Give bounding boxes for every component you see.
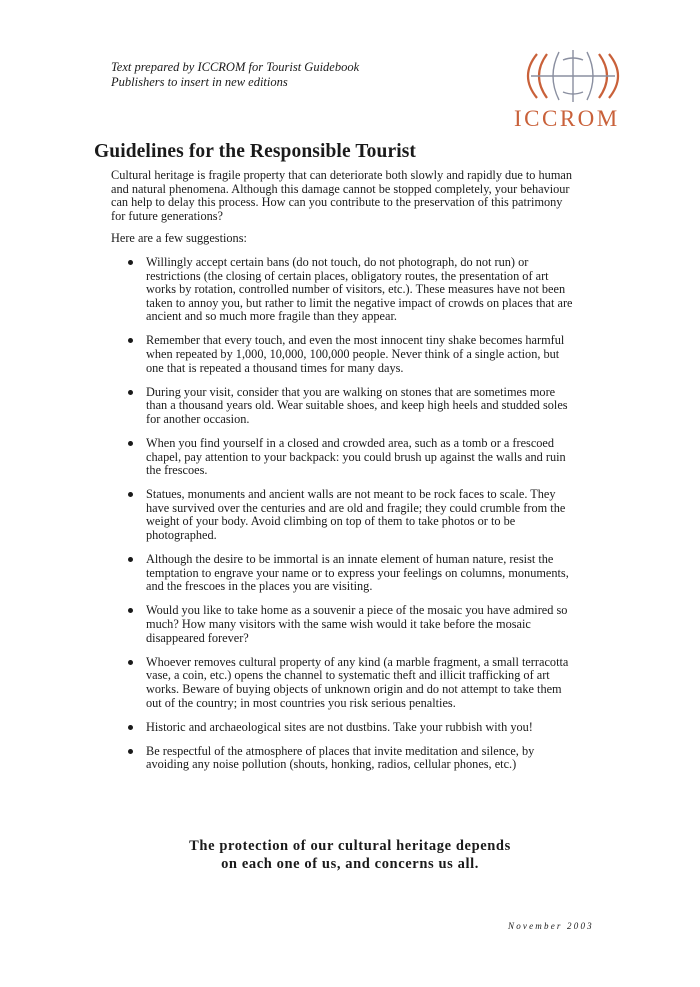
list-item [111, 334, 576, 375]
bullet-icon [128, 660, 133, 665]
list-item [111, 386, 576, 427]
list-item [111, 604, 576, 645]
bullet-icon [128, 492, 133, 497]
list-item [111, 488, 576, 542]
closing-line-1: The protection of our cultural heritage depends [189, 838, 511, 854]
iccrom-logo [510, 48, 635, 133]
list-item-text: Historic and archaeological sites are not dustbins. Take your rubbish with you! [146, 719, 533, 734]
bullet-icon [128, 725, 133, 730]
bullet-icon [128, 441, 133, 446]
document-date: November 2003 [508, 921, 594, 931]
list-item-text: Would you like to take home as a souvenir a piece of the mosaic you have admired so much? How many visitors with the same wish would it take before the mosaic disappeared forever? [146, 603, 568, 645]
logo-wordmark: ICCROM [514, 106, 620, 131]
closing-statement [0, 837, 700, 873]
list-item-text: Remember that every touch, and even the most innocent tiny shake becomes harmful when repeated by 1,000, 10,000, 100,000 people. Never think of a single action, but one that is repeated a thousand times for many days. [146, 333, 565, 375]
list-item [111, 553, 576, 594]
page-title: Guidelines for the Responsible Tourist [94, 141, 416, 162]
bullet-icon [128, 749, 133, 754]
list-item-text: When you find yourself in a closed and crowded area, such as a tomb or a frescoed chapel, pay attention to your backpack: you could brush up against the walls and ruin the frescoes. [146, 436, 566, 478]
list-item-text: Willingly accept certain bans (do not touch, do not photograph, do not run) or restrictions (the closing of certain places, obligatory routes, the presentation of art works by rotation, controlled number of visitors, etc.). These measures have not been taken to annoy you, but rather to limit the negative impact of crowds on places that are ancient and so much more fragile than they appear. [146, 254, 573, 324]
list-item-text: Whoever removes cultural property of any kind (a marble fragment, a small terracotta vase, a coin, etc.) opens the channel to systematic theft and illicit trafficking of art works. Beware of buying objects of unknown origin and do not attempt to take them out of the country; in most countries you risk serious penalties. [146, 654, 569, 710]
list-item-text: During your visit, consider that you are walking on stones that are sometimes more than a thousand years old. Wear suitable shoes, and keep high heels and studded soles for another occasion. [146, 384, 568, 426]
list-item-text: Be respectful of the atmosphere of places that invite meditation and silence, by avoiding any noise pollution (shouts, honking, radios, cellular phones, etc.) [146, 743, 535, 772]
list-item-text: Although the desire to be immortal is an innate element of human nature, resist the temptation to engrave your name or to express your feelings on columns, monuments, and the frescoes in the places you are visiting. [146, 552, 569, 594]
suggestions-lead: Here are a few suggestions: [111, 231, 247, 246]
intro-paragraph: Cultural heritage is fragile property that can deteriorate both slowly and rapidly due to human and natural phenomena. Although this damage cannot be stopped completely, your behaviour can help to delay this process. How can you contribute to the preservation of this patrimony for future generations? [111, 168, 572, 223]
header-note-line-1: Text prepared by ICCROM for Tourist Guidebook [111, 60, 360, 74]
header-note [111, 60, 359, 90]
list-item [111, 256, 576, 324]
bullet-icon [128, 608, 133, 613]
list-item [111, 745, 576, 772]
bullet-icon [128, 338, 133, 343]
bullet-icon [128, 390, 133, 395]
body-content [111, 169, 576, 782]
globe-icon [523, 48, 623, 104]
suggestions-list [111, 256, 576, 772]
list-item [111, 721, 576, 735]
list-item [111, 437, 576, 478]
bullet-icon [128, 260, 133, 265]
closing-line-2: on each one of us, and concerns us all. [221, 856, 479, 872]
list-item [111, 656, 576, 710]
bullet-icon [128, 557, 133, 562]
list-item-text: Statues, monuments and ancient walls are not meant to be rock faces to scale. They have survived over the centuries and are old and fragile; they could crumble from the weight of your body. Avoid climbing on top of them to take photos or to be photographed. [146, 487, 566, 543]
header-note-line-2: Publishers to insert in new editions [111, 75, 288, 89]
